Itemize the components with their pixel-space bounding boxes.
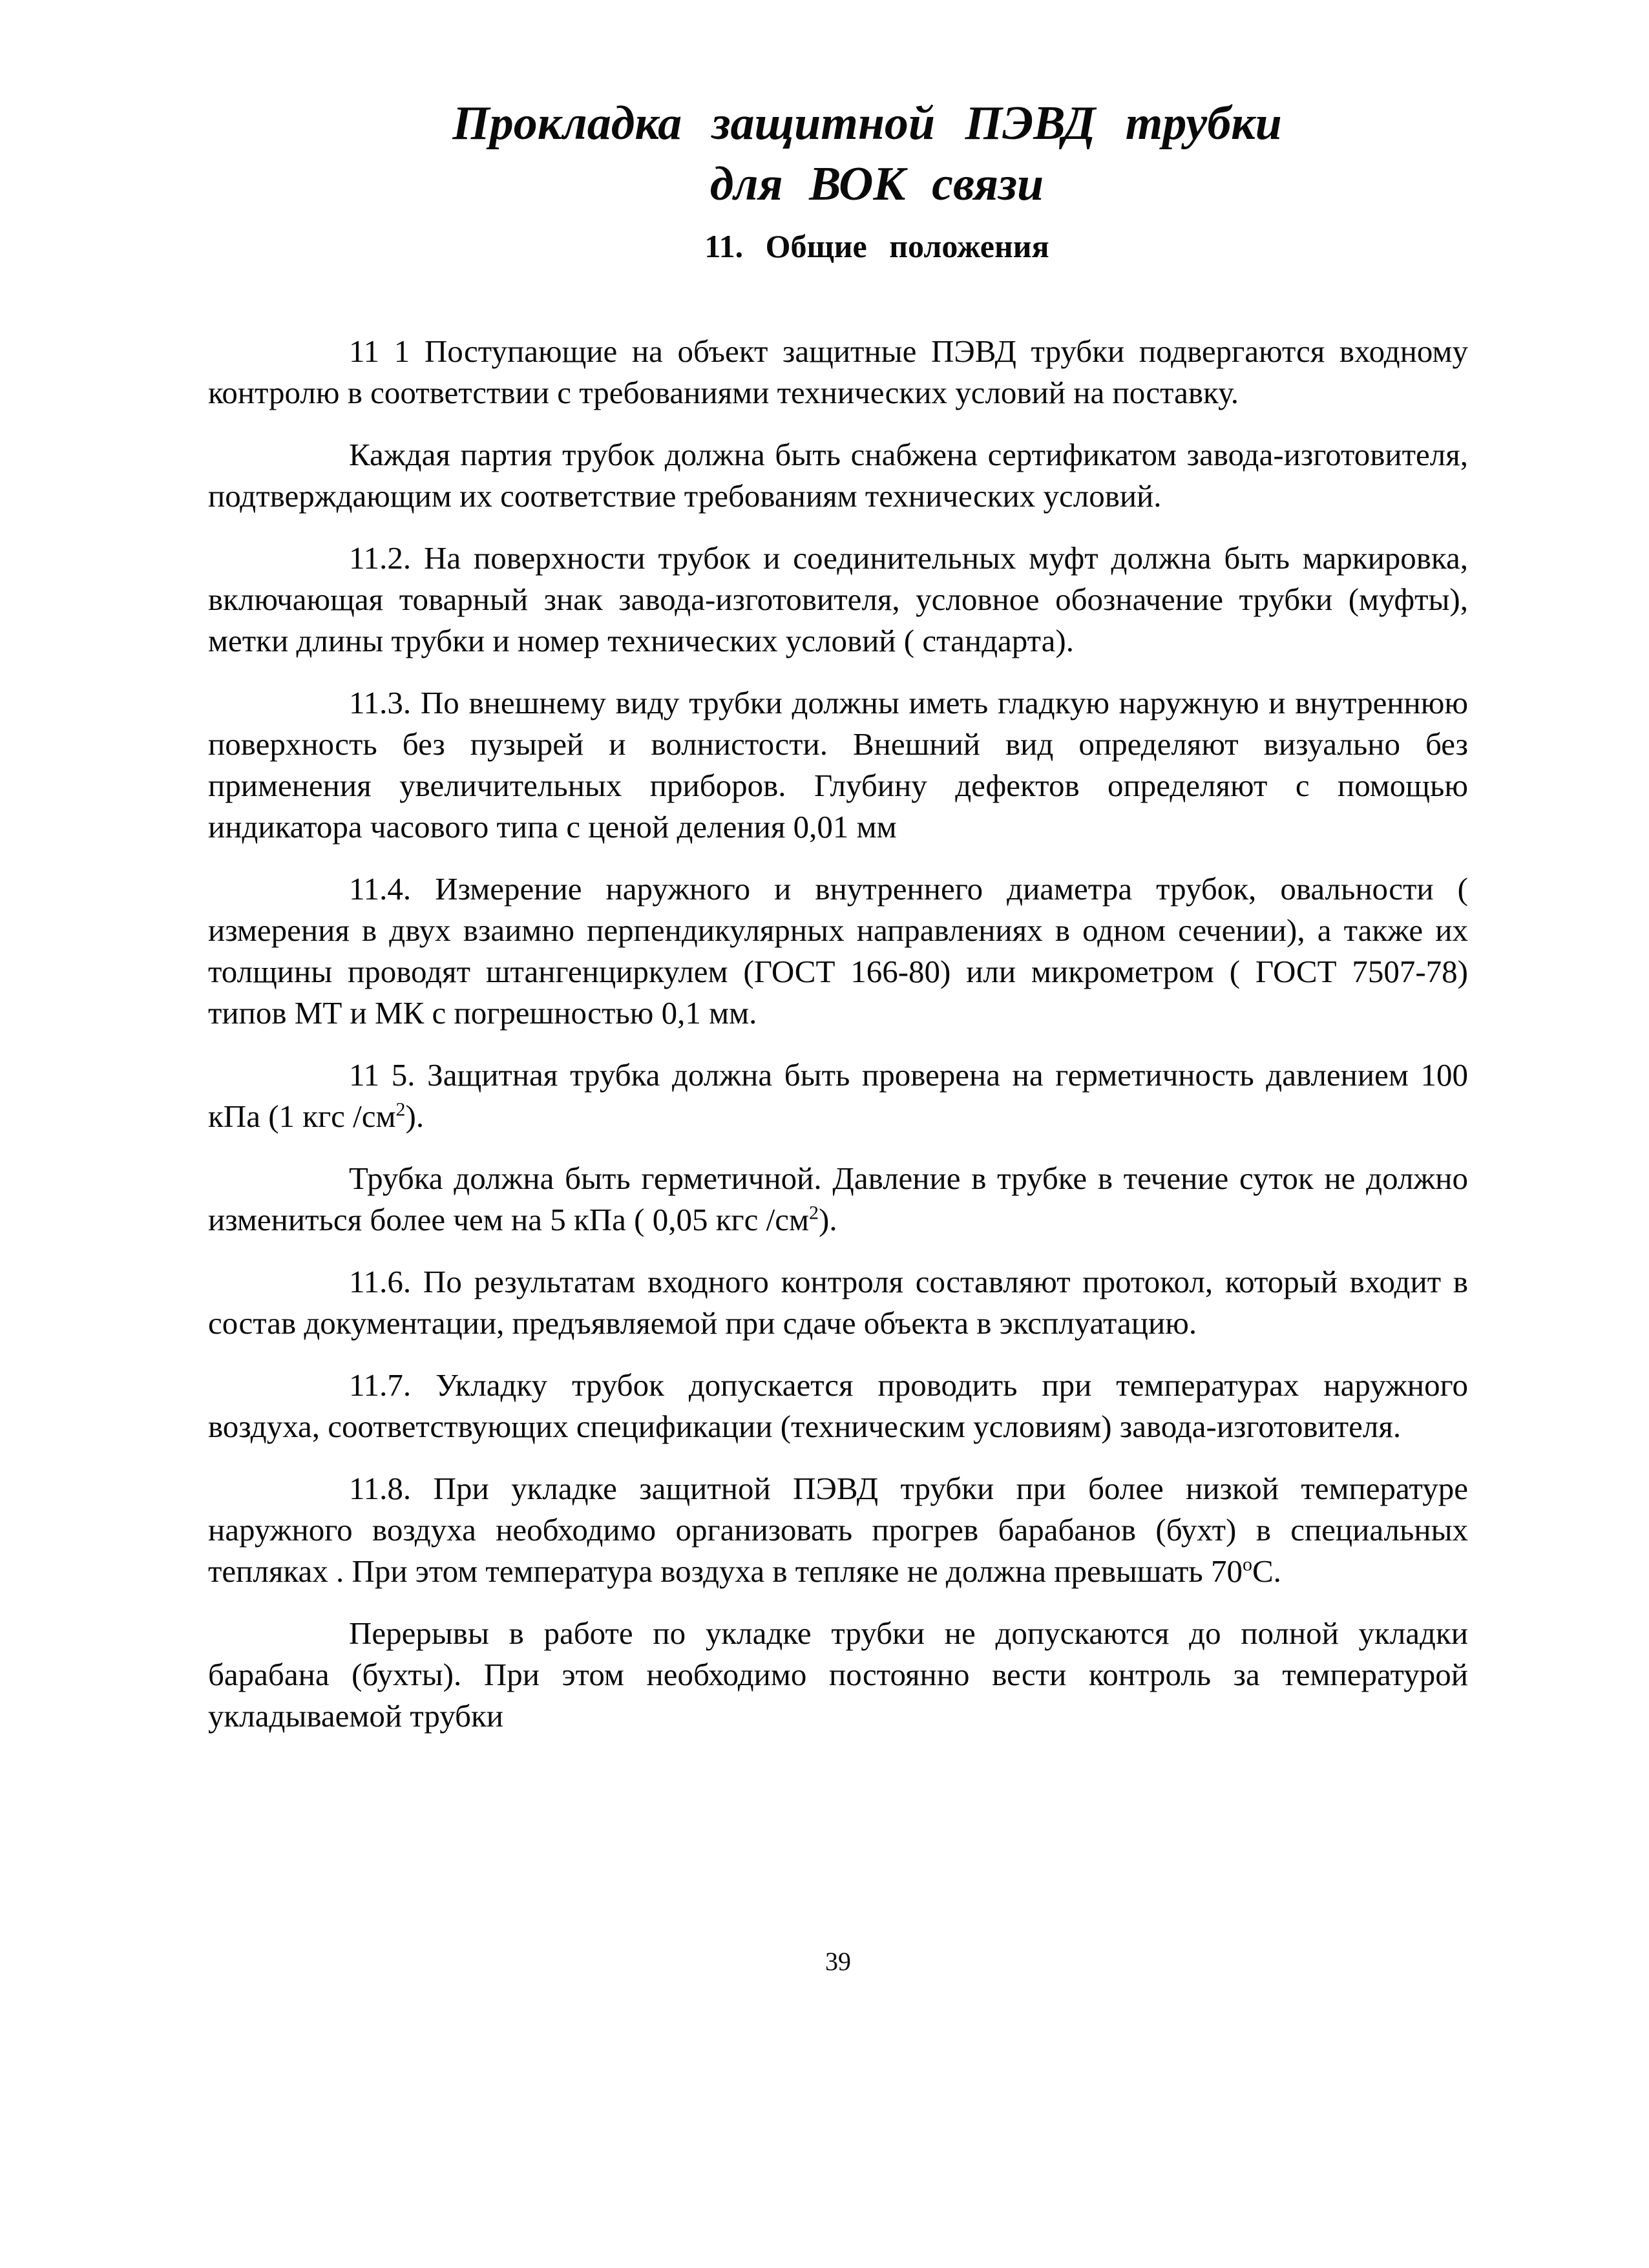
document-title-line-2: для ВОК связи bbox=[709, 158, 1044, 211]
superscript-degree: о bbox=[1243, 1553, 1252, 1575]
section-heading: 11. Общие положения bbox=[704, 228, 1049, 264]
paragraph-11-7: 11.7. Укладку трубок допускается проводить при температурах наружного воздуха, соответствующих спецификации (техническим условиям) завода-изготовителя. bbox=[208, 1367, 1468, 1444]
document-body bbox=[208, 331, 1468, 1758]
paragraph-11-5-pressure-text: Трубка должна быть герметичной. Давление в трубке в течение суток не должно измениться более чем на 5 кПа ( 0,05 кгс /см bbox=[208, 1160, 1468, 1237]
paragraph-11-8-text: 11.8. При укладке защитной ПЭВД трубки при более низкой температуре наружного воздуха необходимо организовать прогрев барабанов (бухт) в специальных тепляках . При этом температура воздуха в тепляке не должна превышать 70 bbox=[208, 1471, 1468, 1589]
paragraph-11-1-certificate: Каждая партия трубок должна быть снабжена сертификатом завода-изготовителя, подтверждающим их соответствие требованиям технических условий. bbox=[208, 437, 1468, 514]
paragraph-11-1: 11 1 Поступающие на объект защитные ПЭВД трубки подвергаются входному контролю в соответствии с требованиями технических условий на поставку. bbox=[208, 333, 1468, 410]
paragraph-11-5-tail: ). bbox=[405, 1098, 425, 1134]
superscript-square: 2 bbox=[809, 1202, 819, 1224]
paragraph-11-8-tail: С. bbox=[1252, 1553, 1281, 1589]
paragraph-11-8 bbox=[208, 1468, 1468, 1592]
paragraph-11-3: 11.3. По внешнему виду трубки должны иметь гладкую наружную и внутреннюю поверхность без пузырей и волнистости. Внешний вид определяют визуально без применения увеличительных приборов. Глубину дефектов определяют с помощью индикатора часового типа с ценой деления 0,01 мм bbox=[208, 685, 1468, 845]
paragraph-11-6: 11.6. По результатам входного контроля составляют протокол, который входит в состав документации, предъявляемой при сдаче объекта в эксплуатацию. bbox=[208, 1264, 1468, 1341]
paragraph-11-5 bbox=[208, 1055, 1468, 1137]
paragraph-11-5-pressure-tail: ). bbox=[819, 1202, 837, 1237]
paragraph-11-4: 11.4. Измерение наружного и внутреннего диаметра трубок, овальности ( измерения в двух взаимно перпендикулярных направлениях в одном сечении), а также их толщины проводят штангенциркулем (ГОСТ 166-80) или микрометром ( ГОСТ 7507-78) типов МТ и МК с погрешностью 0,1 мм. bbox=[208, 871, 1468, 1031]
paragraph-11-5-pressure bbox=[208, 1158, 1468, 1241]
paragraph-11-5-text: 11 5. Защитная трубка должна быть проверена на герметичность давлением 100 кПа (1 кгс /см bbox=[208, 1057, 1468, 1134]
document-title-line-1: Прокладка защитной ПЭВД трубки bbox=[452, 97, 1282, 150]
paragraph-11-2: 11.2. На поверхности трубок и соединительных муфт должна быть маркировка, включающая товарный знак завода-изготовителя, условное обозначение трубки (муфты), метки длины трубки и номер технических условий ( стандарта). bbox=[208, 540, 1468, 658]
page-number: 39 bbox=[825, 1947, 851, 1976]
document-page bbox=[208, 0, 1468, 2268]
paragraph-11-8-breaks: Перерывы в работе по укладке трубки не допускаются до полной укладки барабана (бухты). При этом необходимо постоянно вести контроль за температурой укладываемой трубки bbox=[208, 1615, 1468, 1734]
superscript-square: 2 bbox=[395, 1098, 406, 1120]
